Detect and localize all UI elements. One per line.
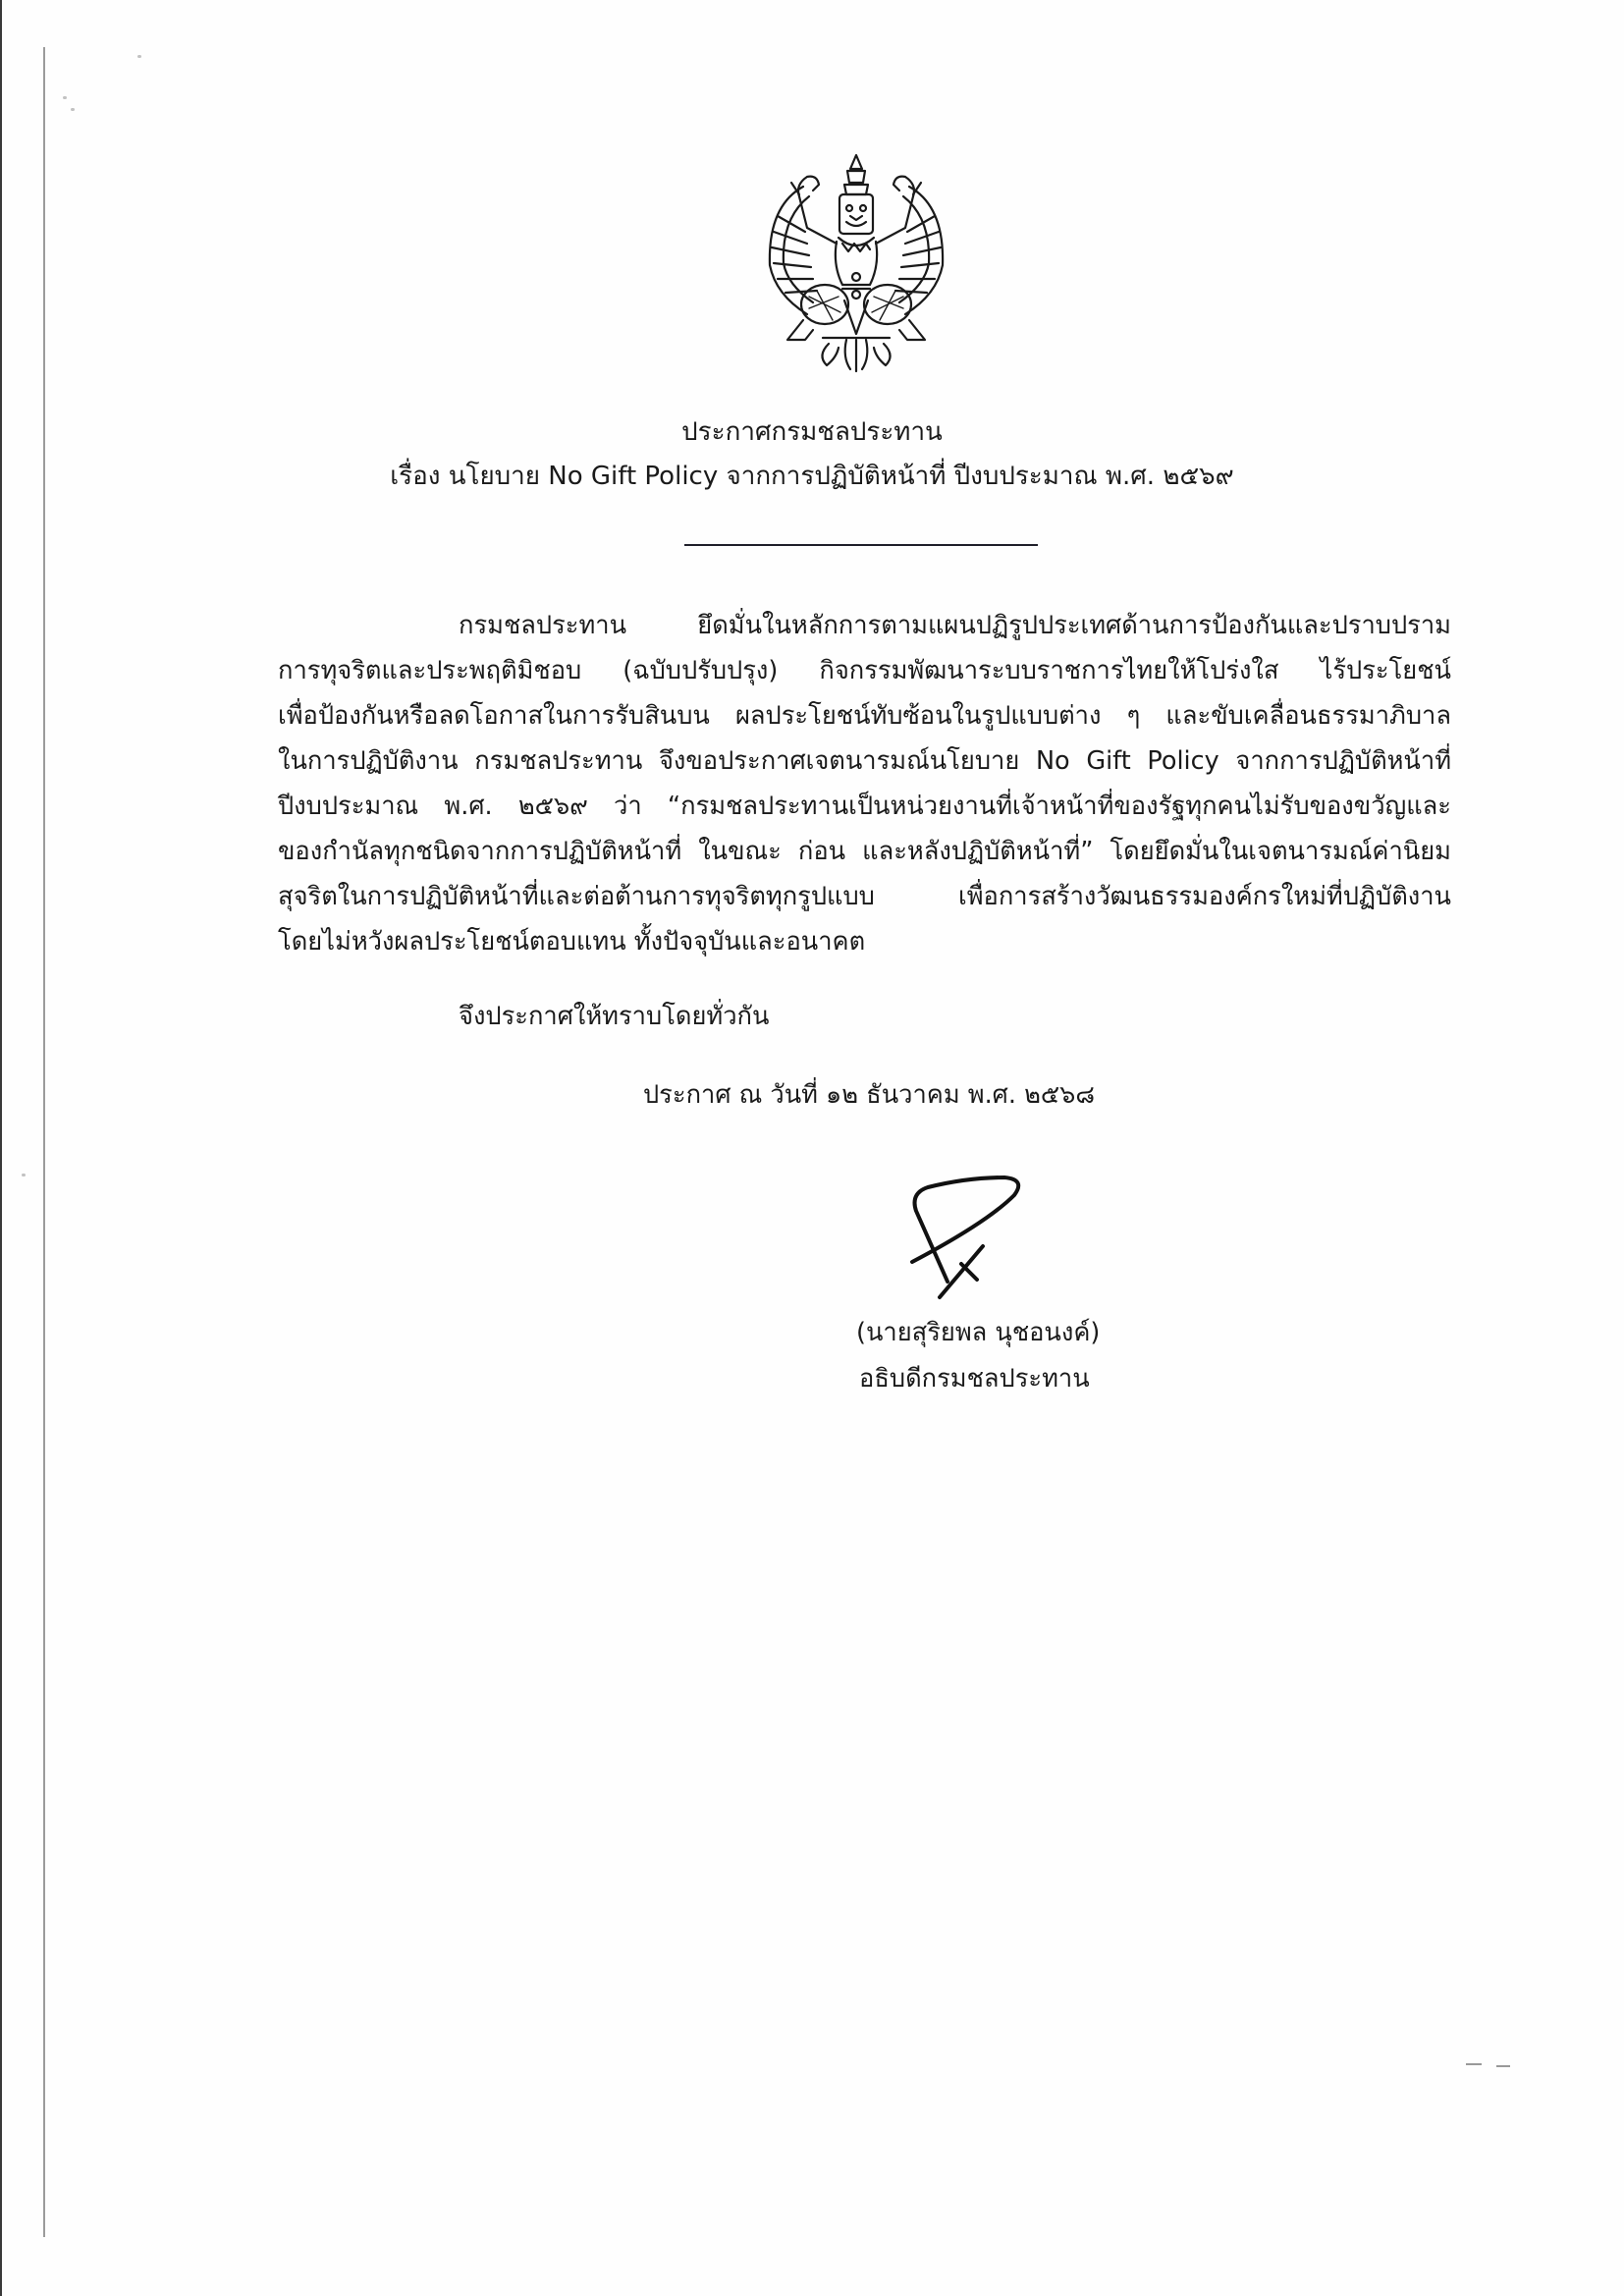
body-line: ของกำนัลทุกชนิดจากการปฏิบัติหน้าที่ ในขณะ ก่อน และหลังปฏิบัติหน้าที่” โดยยึดมั่นในเจตนารมณ์ค่านิยม — [278, 837, 1451, 866]
body-line: ในการปฏิบัติงาน กรมชลประทาน จึงขอประกาศเจตนารมณ์นโยบาย No Gift Policy จากการปฏิบัติหน้าที่ — [278, 746, 1451, 776]
scan-speck — [137, 55, 141, 58]
scan-speck — [22, 1174, 26, 1176]
signer-title: อธิบดีกรมชลประทาน — [859, 1364, 1090, 1394]
margin-rule — [43, 47, 45, 2237]
scan-mark — [1466, 2063, 1482, 2065]
closing-statement: จึงประกาศให้ทราบโดยทั่วกัน — [459, 1002, 770, 1031]
announcement-body — [278, 603, 1451, 964]
garuda-emblem-icon — [748, 147, 964, 373]
body-line: ปีงบประมาณ พ.ศ. ๒๕๖๙ ว่า “กรมชลประทานเป็นหน่วยงานที่เจ้าหน้าที่ของรัฐทุกคนไม่รับของขวัญและ — [278, 792, 1451, 821]
scan-mark — [1496, 2065, 1510, 2067]
body-line: การทุจริตและประพฤติมิชอบ (ฉบับปรับปรุง) กิจกรรมพัฒนาระบบราชการไทยให้โปร่งใส ไร้ประโยชน์ — [278, 656, 1451, 685]
body-line: กรมชลประทาน ยึดมั่นในหลักการตามแผนปฏิรูปประเทศด้านการป้องกันและปราบปราม — [459, 611, 1451, 640]
scan-speck — [63, 96, 67, 99]
body-line: โดยไม่หวังผลประโยชน์ตอบแทน ทั้งปัจจุบันและอนาคต — [278, 927, 866, 957]
announcement-subject: เรื่อง นโยบาย No Gift Policy จากการปฏิบัติหน้าที่ ปีงบประมาณ พ.ศ. ๒๕๖๙ — [390, 462, 1234, 491]
announcement-title: ประกาศกรมชลประทาน — [681, 417, 943, 447]
body-line: สุจริตในการปฏิบัติหน้าที่และต่อต้านการทุจริตทุกรูปแบบ เพื่อการสร้างวัฒนธรรมองค์กรใหม่ที่ปฏิบัติงาน — [278, 882, 1451, 911]
divider — [684, 544, 1038, 546]
scan-edge — [0, 0, 2, 2296]
body-line: เพื่อป้องกันหรือลดโอกาสในการรับสินบน ผลประโยชน์ทับซ้อนในรูปแบบต่าง ๆ และขับเคลื่อนธรรมาภิบาล — [278, 701, 1451, 731]
scan-speck — [71, 108, 75, 111]
signature-icon — [889, 1164, 1065, 1301]
signer-name: (นายสุริยพล นุชอนงค์) — [856, 1318, 1101, 1347]
announcement-date: ประกาศ ณ วันที่ ๑๒ ธันวาคม พ.ศ. ๒๕๖๘ — [643, 1080, 1096, 1110]
